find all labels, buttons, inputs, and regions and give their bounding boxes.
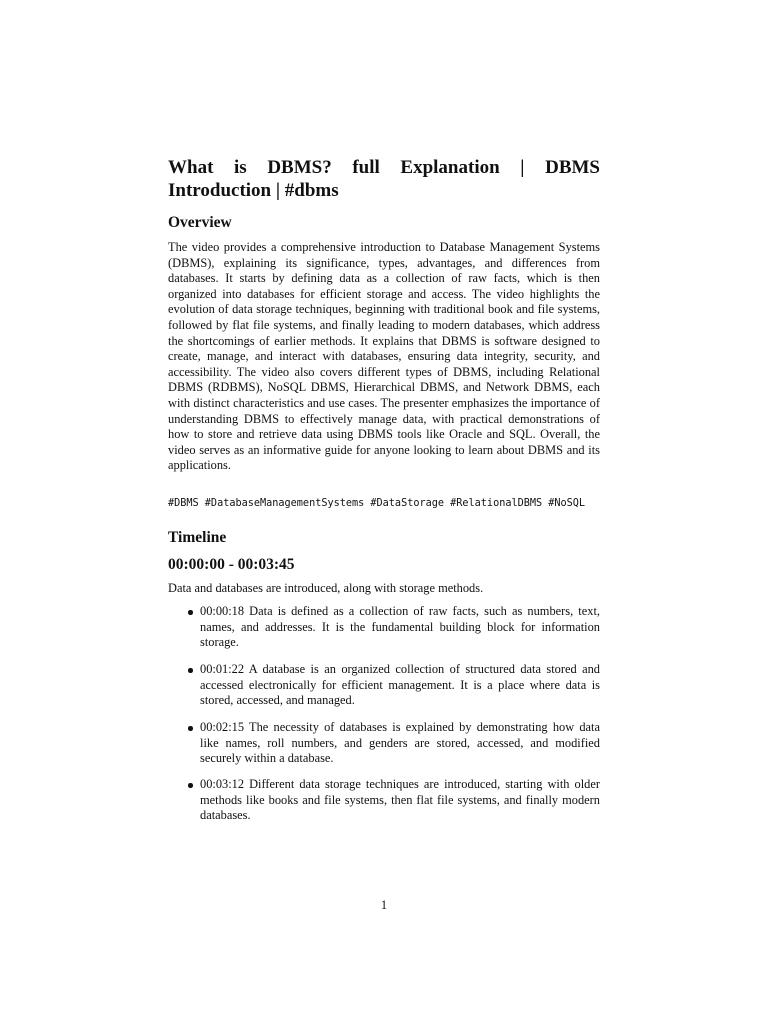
bullet-icon xyxy=(188,783,193,788)
list-item-text: 00:01:22 A database is an organized collection of structured data stored and accessed electronically for efficient management. It is a place where data is stored, accessed, and managed. xyxy=(200,662,600,708)
overview-paragraph: The video provides a comprehensive introduction to Database Management Systems (DBMS), explaining its significance, types, advantages, and differences from databases. It starts by defining data as a collection of raw facts, which is then organized into databases for efficient storage and access. The video highlights the evolution of data storage techniques, beginning with traditional book and file systems, followed by flat file systems, and finally leading to modern databases, which address the shortcomings of earlier methods. It explains that DBMS is software designed to create, manage, and interact with databases, ensuring data integrity, security, and accessibility. The video also covers different types of DBMS, including Relational DBMS (RDBMS), NoSQL DBMS, Hierarchical DBMS, and Network DBMS, each with distinct characteristics and use cases. The presenter emphasizes the importance of understanding DBMS to effectively manage data, with practical demonstrations of how to store and retrieve data using DBMS tools like Oracle and SQL. Overall, the video serves as an informative guide for anyone looking to learn about DBMS and its applications. xyxy=(168,240,600,473)
overview-heading: Overview xyxy=(168,214,232,231)
document-title: What is DBMS? full Explanation | DBMS Introduction | #dbms xyxy=(168,157,600,201)
bullet-icon xyxy=(188,610,193,615)
segment-intro: Data and databases are introduced, along with storage methods. xyxy=(168,581,484,595)
list-item-text: 00:02:15 The necessity of databases is explained by demonstrating how data like names, roll numbers, and genders are stored, accessed, and modified securely within a database. xyxy=(200,720,600,766)
timeline-heading: Timeline xyxy=(168,529,227,546)
page-number: 1 xyxy=(380,898,388,912)
list-item-text: 00:03:12 Different data storage techniques are introduced, starting with older methods like books and file systems, then flat file systems, and finally modern databases. xyxy=(200,777,600,823)
document-page xyxy=(168,0,600,1024)
hashtags: #DBMS #DatabaseManagementSystems #DataStorage #RelationalDBMS #NoSQL xyxy=(168,498,586,509)
bullet-icon xyxy=(188,668,193,673)
list-item-text: 00:00:18 Data is defined as a collection of raw facts, such as numbers, text, names, and addresses. It is the fundamental building block for information storage. xyxy=(200,604,600,650)
bullet-icon xyxy=(188,726,193,731)
segment-time-range: 00:00:00 - 00:03:45 xyxy=(168,556,295,573)
